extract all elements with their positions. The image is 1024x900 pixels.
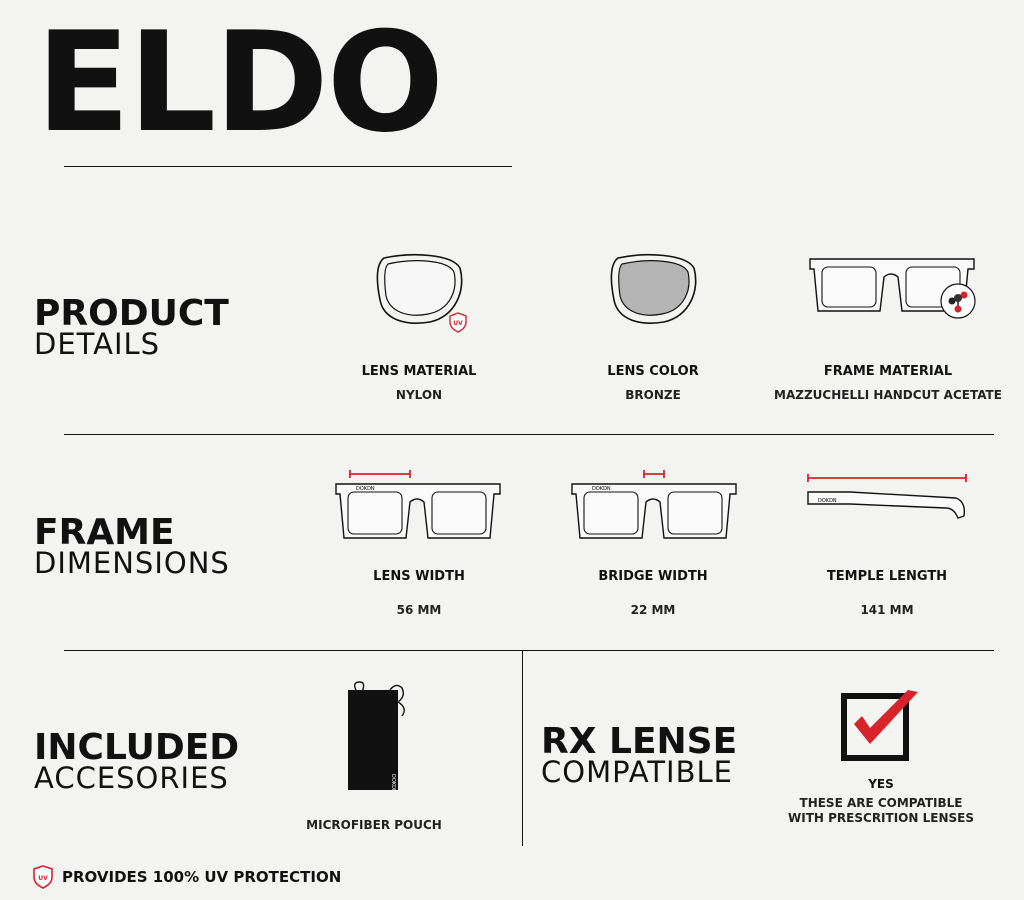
title-divider [64, 166, 512, 167]
lens-color-value: BRONZE [625, 388, 681, 402]
microfiber-pouch-icon [336, 680, 412, 794]
product-details-subheading: DETAILS [34, 327, 161, 361]
uv-protection-text: PROVIDES 100% UV PROTECTION [62, 868, 342, 886]
pouch-brand: DOKDN [390, 774, 396, 793]
frame-material-value: MAZZUCHELLI HANDCUT ACETATE [774, 388, 1002, 402]
frame-material-label: FRAME MATERIAL [823, 364, 953, 379]
uv-shield-text: UV [38, 875, 48, 882]
microfiber-pouch-label: MICROFIBER POUCH [306, 818, 442, 832]
bridge-width-label: BRIDGE WIDTH [598, 569, 708, 584]
temple-length-label: TEMPLE LENGTH [826, 569, 948, 584]
accessories-subheading: ACCESORIES [34, 761, 229, 795]
lens-material-value: NYLON [395, 388, 443, 402]
details-divider [64, 434, 994, 435]
uv-shield-icon [32, 865, 54, 889]
rx-note-line1: THESE ARE COMPATIBLE [799, 796, 963, 810]
uv-badge-text: UV [453, 320, 463, 327]
temple-length-icon [806, 472, 970, 532]
frame-dimensions-heading: FRAME [34, 512, 175, 553]
rx-answer: YES [868, 777, 894, 791]
frame-molecule-icon [808, 255, 978, 325]
product-details-heading: PRODUCT [34, 293, 229, 334]
lens-material-label: LENS MATERIAL [361, 364, 477, 379]
tinted-lens-icon [606, 250, 706, 330]
lens-width-icon [334, 466, 504, 546]
bridge-width-icon [570, 466, 740, 546]
frame-logo: DOKDN [818, 498, 837, 504]
lens-color-label: LENS COLOR [607, 364, 699, 379]
included-heading: INCLUDED [34, 727, 240, 768]
frame-logo: DOKDN [356, 486, 375, 492]
rx-heading: RX LENSE [541, 721, 738, 762]
checkbox-checked-icon [840, 688, 926, 768]
rx-subheading: COMPATIBLE [541, 755, 733, 789]
rx-note-line2: WITH PRESCRITION LENSES [788, 811, 974, 825]
lens-width-label: LENS WIDTH [373, 569, 465, 584]
product-title: ELDO [36, 2, 443, 163]
lens-width-value: 56 MM [396, 603, 442, 617]
lens-uv-icon [372, 250, 472, 330]
frame-logo: DOKDN [592, 486, 611, 492]
frame-dimensions-subheading: DIMENSIONS [34, 546, 230, 580]
bridge-width-value: 22 MM [630, 603, 676, 617]
temple-length-value: 141 MM [860, 603, 914, 617]
vertical-divider [522, 650, 523, 846]
dimensions-divider [64, 650, 994, 651]
